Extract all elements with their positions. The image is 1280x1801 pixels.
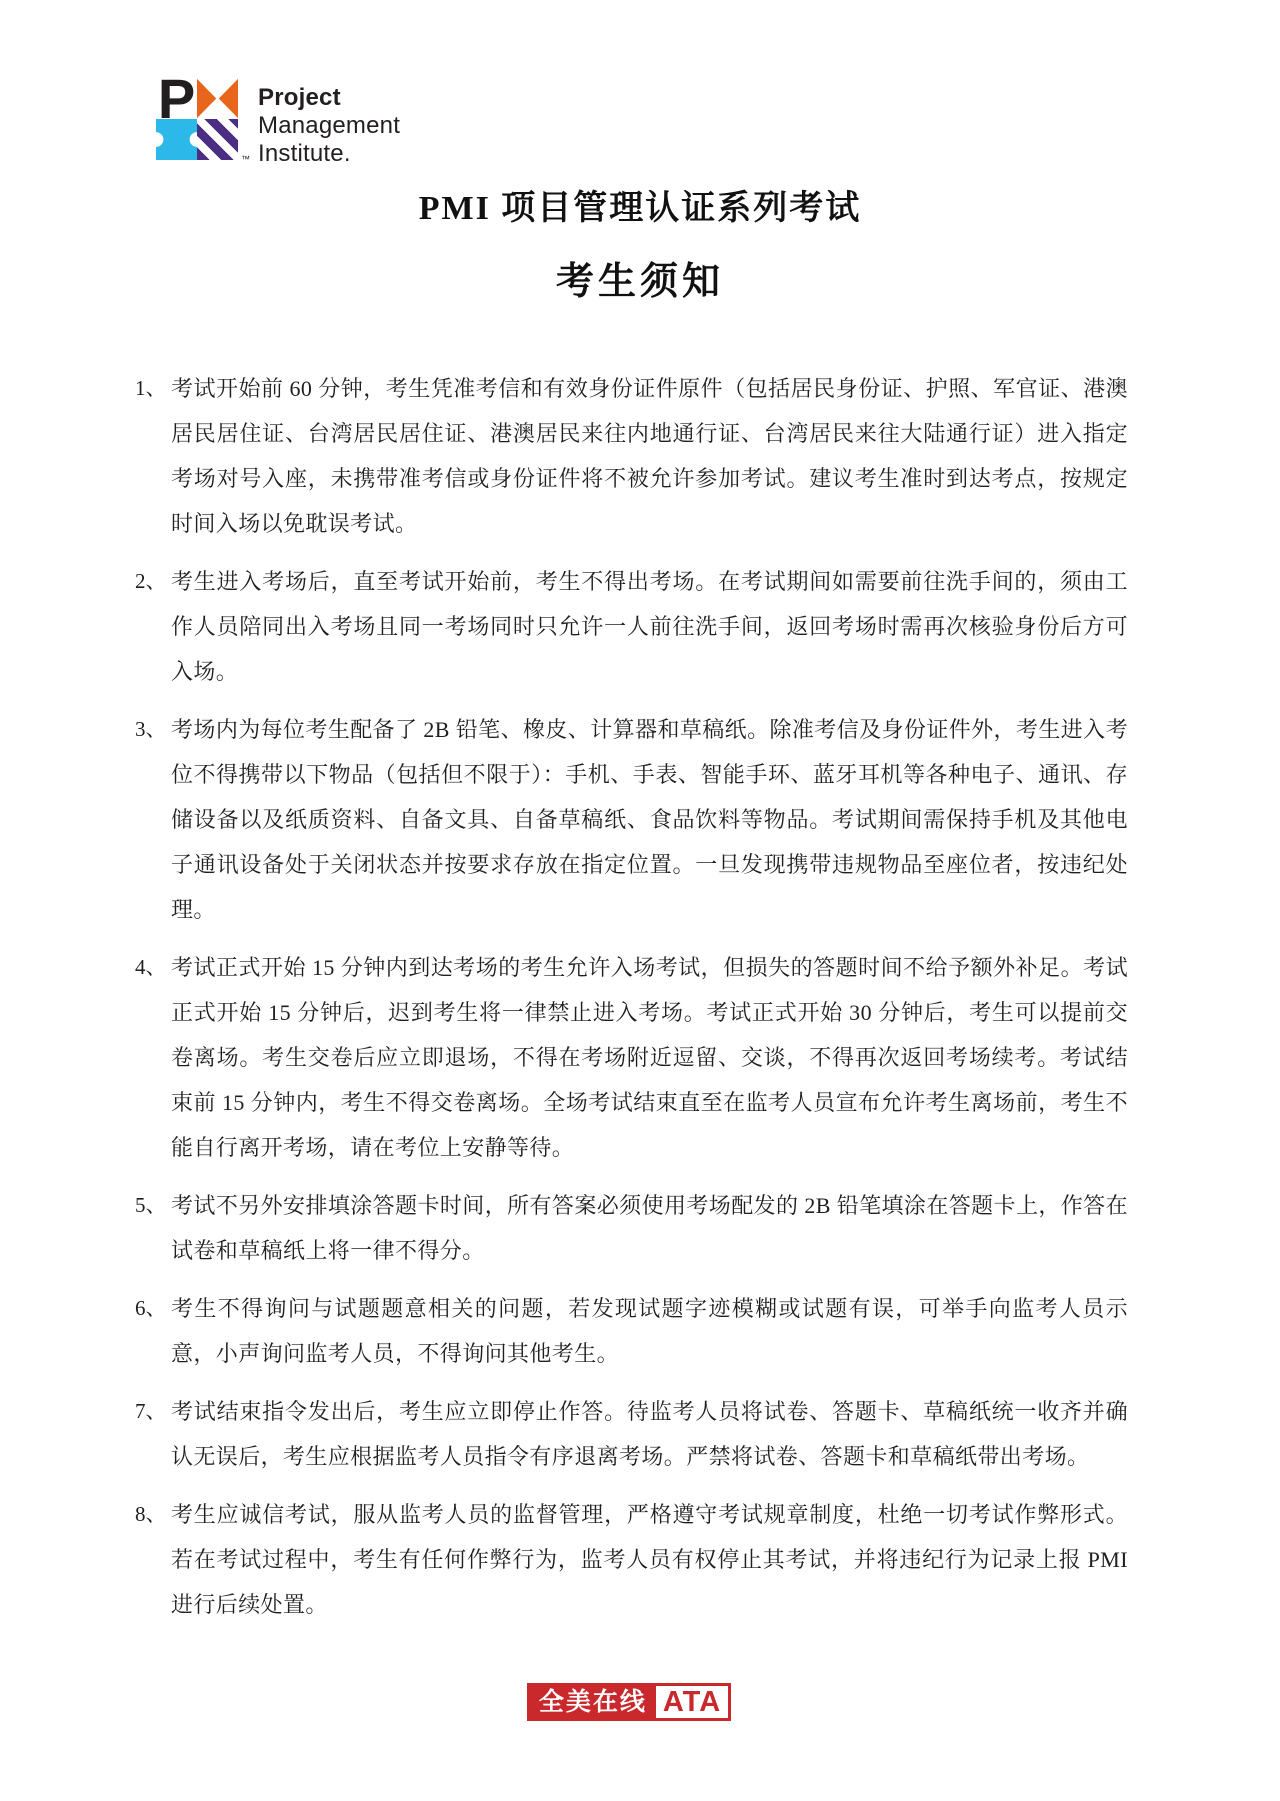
notice-text: 考生不得询问与试题题意相关的问题，若发现试题字迹模糊或试题有误，可举手向监考人员示意，小声询问监考人员，不得询问其他考生。 <box>171 1296 1128 1366</box>
notice-item-8 <box>135 1492 1128 1627</box>
notice-text: 考试开始前 60 分钟，考生凭准考信和有效身份证件原件（包括居民身份证、护照、军官证、港澳居民居住证、台湾居民居住证、港澳居民来往内地通行证、台湾居民来往大陆通行证）进入指定考场对号入座，未携带准考信或身份证件将不被允许参加考试。建议考生准时到达考点，按规定时间入场以免耽误考试。 <box>171 376 1128 536</box>
notice-text: 考试正式开始 15 分钟内到达考场的考生允许入场考试，但损失的答题时间不给予额外补足。考试正式开始 15 分钟后，迟到考生将一律禁止进入考场。考试正式开始 30 分钟后，考生可以提前交卷离场。考生交卷后应立即退场，不得在考场附近逗留、交谈，不得再次返回考场续考。考试结束前 15 分钟内，考生不得交卷离场。全场考试结束直至在监考人员宣布允许考生离场前，考生不能自行离开考场，请在考位上安静等待。 <box>171 955 1128 1160</box>
notice-number: 1、 <box>135 376 167 400</box>
notice-number: 6、 <box>135 1296 167 1320</box>
pmi-logo <box>156 78 400 168</box>
notice-text: 考试不另外安排填涂答题卡时间，所有答案必须使用考场配发的 2B 铅笔填涂在答题卡上，作答在试卷和草稿纸上将一律不得分。 <box>171 1193 1128 1263</box>
notice-list <box>135 366 1128 1640</box>
pmi-logo-mark <box>156 78 250 164</box>
footer <box>0 1683 1280 1721</box>
notice-item-7 <box>135 1389 1128 1479</box>
pmi-logo-letter-p: P <box>157 78 196 119</box>
notice-number: 2、 <box>135 569 167 593</box>
notice-item-2 <box>135 559 1128 694</box>
notice-number: 8、 <box>135 1502 167 1526</box>
notice-item-6 <box>135 1286 1128 1376</box>
pmi-wordmark-line1: Project <box>258 84 341 111</box>
notice-text: 考场内为每位考生配备了 2B 铅笔、橡皮、计算器和草稿纸。除准考信及身份证件外，考生进入考位不得携带以下物品（包括但不限于）：手机、手表、智能手环、蓝牙耳机等各种电子、通讯、存储设备以及纸质资料、自备文具、自备草稿纸、食品饮料等物品。考试期间需保持手机及其他电子通讯设备处于关闭状态并按要求存放在指定位置。一旦发现携带违规物品至座位者，按违纪处理。 <box>171 717 1128 922</box>
notice-number: 4、 <box>135 955 167 979</box>
notice-number: 7、 <box>135 1399 167 1423</box>
pmi-logo-bowtie-icon <box>197 78 238 119</box>
notice-number: 5、 <box>135 1193 167 1217</box>
pmi-logo-stripes-icon <box>197 119 238 160</box>
pmi-wordmark-line3: Institute. <box>258 140 351 167</box>
ata-logo-chinese-text: 全美在线 <box>530 1686 656 1718</box>
notice-text: 考生进入考场后，直至考试开始前，考生不得出考场。在考试期间如需要前往洗手间的，须由工作人员陪同出入考场且同一考场同时只允许一人前往洗手间，返回考场时需再次核验身份后方可入场。 <box>171 569 1128 684</box>
notice-text: 考试结束指令发出后，考生应立即停止作答。待监考人员将试卷、答题卡、草稿纸统一收齐并确认无误后，考生应根据监考人员指令有序退离考场。严禁将试卷、答题卡和草稿纸带出考场。 <box>171 1399 1128 1469</box>
notice-item-3 <box>135 707 1128 932</box>
notice-item-1 <box>135 366 1128 546</box>
document-title: PMI 项目管理认证系列考试 <box>418 190 862 227</box>
pmi-wordmark-line2: Management <box>258 112 401 139</box>
pmi-logo-wordmark <box>258 78 400 168</box>
notice-item-5 <box>135 1183 1128 1273</box>
notice-text: 考生应诚信考试，服从监考人员的监督管理，严格遵守考试规章制度，杜绝一切考试作弊形式。若在考试过程中，考生有任何作弊行为，监考人员有权停止其考试，并将违纪行为记录上报 PMI 进行后续处置。 <box>171 1502 1128 1617</box>
document-subtitle: 考生须知 <box>555 261 724 303</box>
notice-item-4 <box>135 945 1128 1170</box>
pmi-logo-ibeam-icon <box>156 119 197 160</box>
ata-logo-ata-text: ATA <box>656 1686 728 1718</box>
notice-number: 3、 <box>135 717 167 741</box>
trademark-symbol: ™ <box>241 154 250 164</box>
ata-logo <box>527 1683 731 1721</box>
